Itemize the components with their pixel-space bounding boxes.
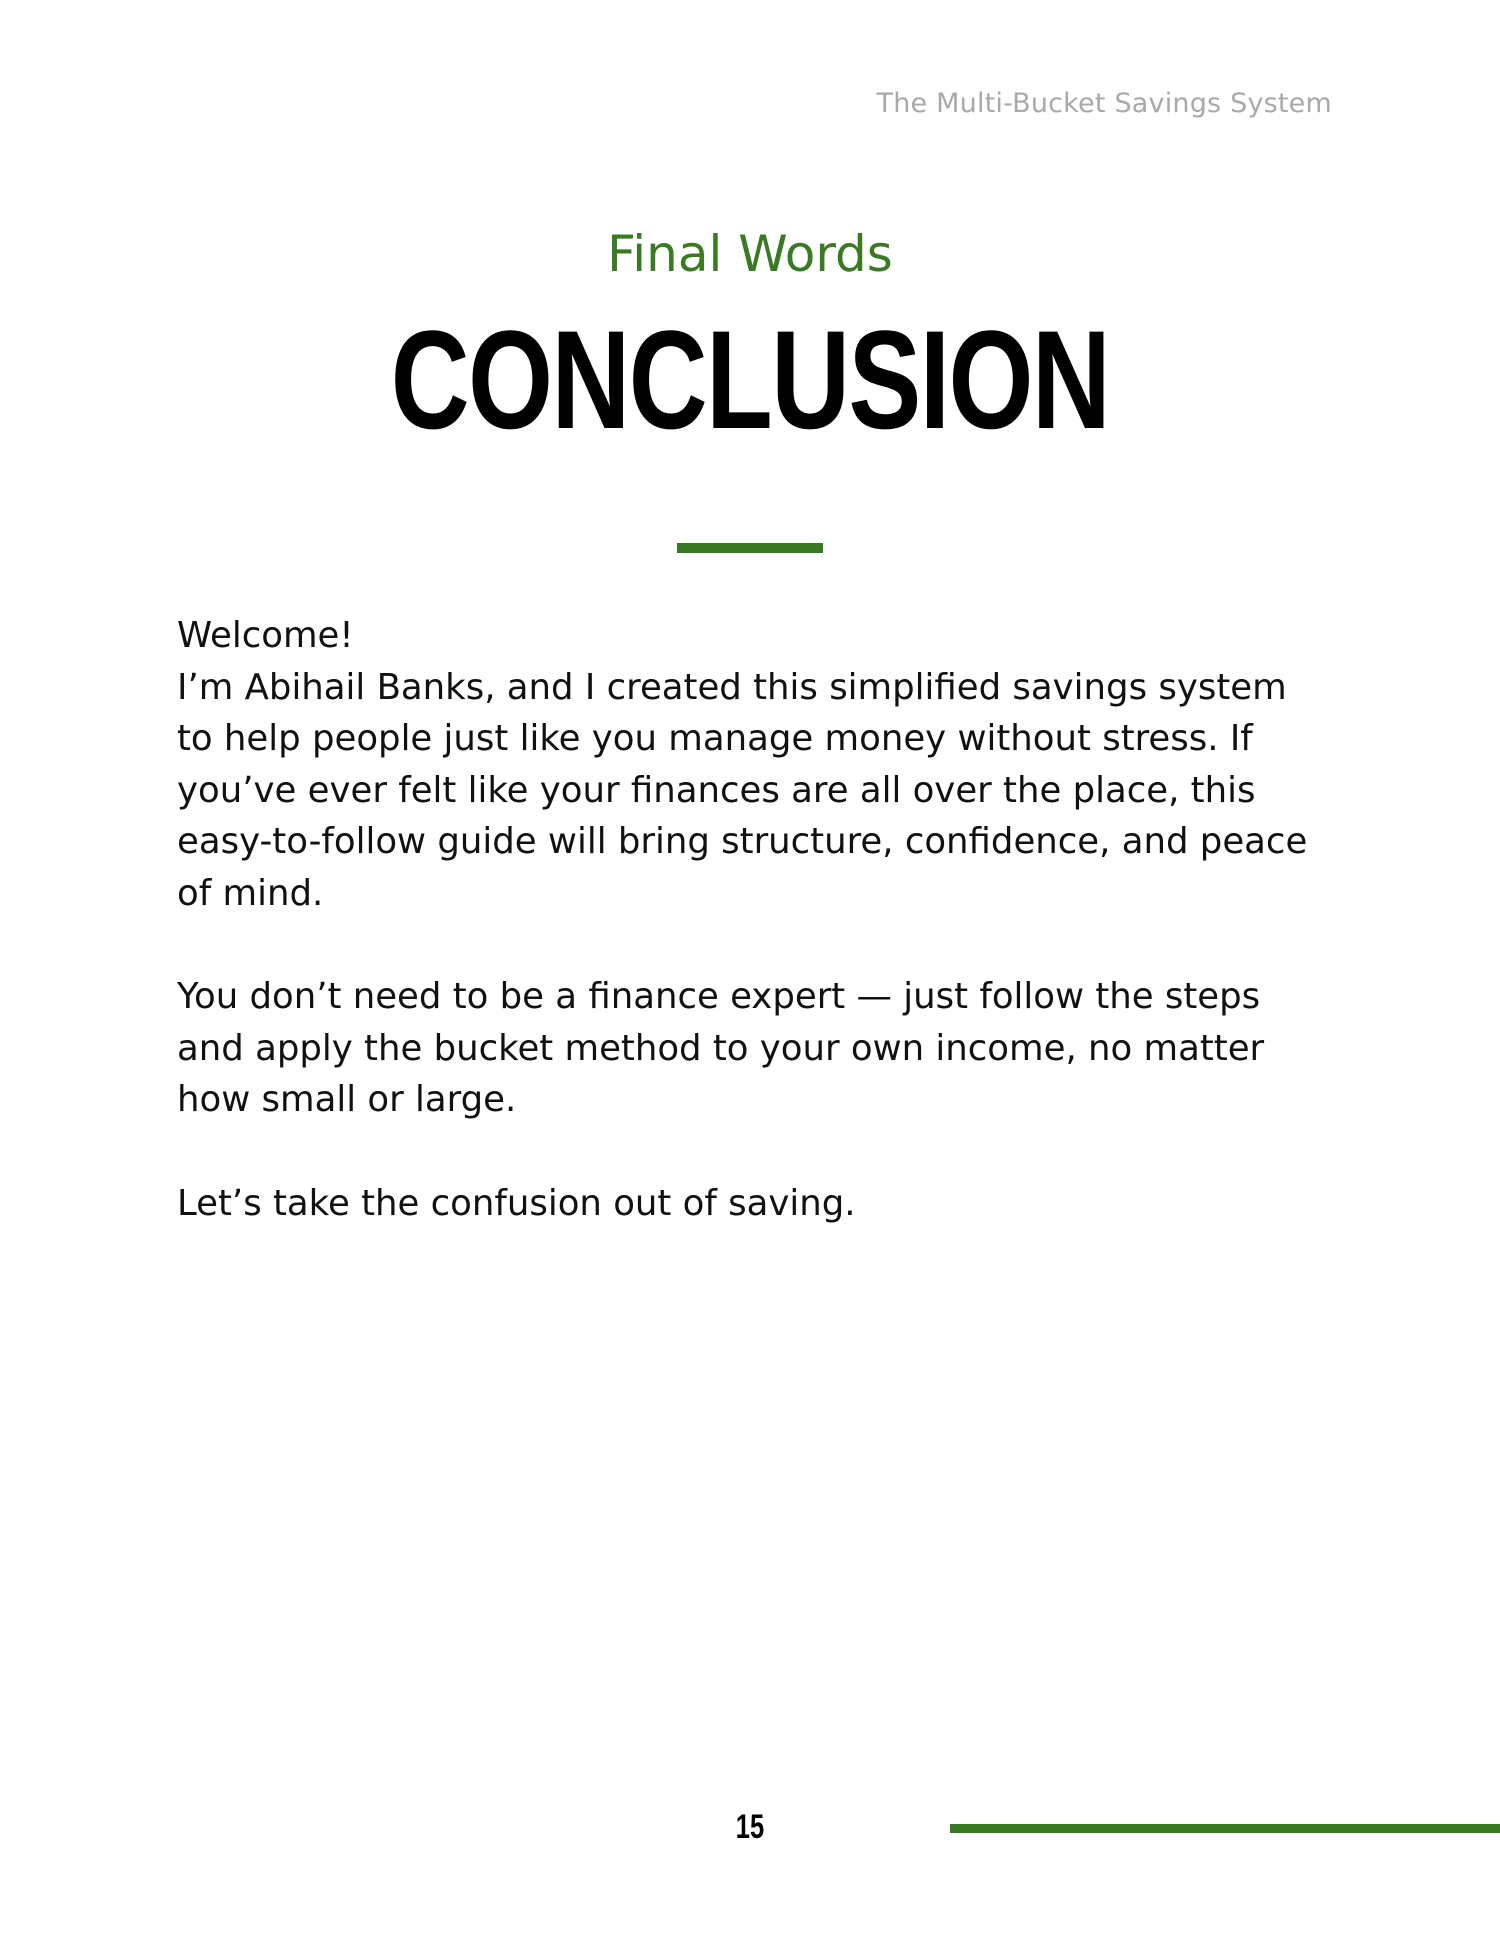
page-title: CONCLUSION	[390, 301, 1110, 458]
paragraph-closing: Let’s take the confusion out of saving.	[177, 1182, 856, 1224]
paragraph-steps: You don’t need to be a finance expert — just follow the steps and apply the bucket method to your own income, no matter how small or large.	[177, 976, 1265, 1121]
body-text	[177, 610, 1327, 1281]
section-kicker: Final Words	[607, 225, 893, 283]
running-header-title: The Multi-Bucket Savings System	[876, 88, 1332, 119]
intro-text: I’m Abihail Banks, and I created this simplified savings system to help people just like you manage money without stress. If you’ve ever felt like your finances are all over the place, this easy-to-follow guide will bring structure, confidence, and peace of mind.	[177, 666, 1308, 914]
greeting-line: Welcome!	[177, 615, 354, 656]
paragraph-intro	[177, 610, 1327, 920]
footer-divider	[950, 1824, 1500, 1833]
title-divider	[677, 543, 823, 553]
page-number: 15	[735, 1808, 765, 1846]
